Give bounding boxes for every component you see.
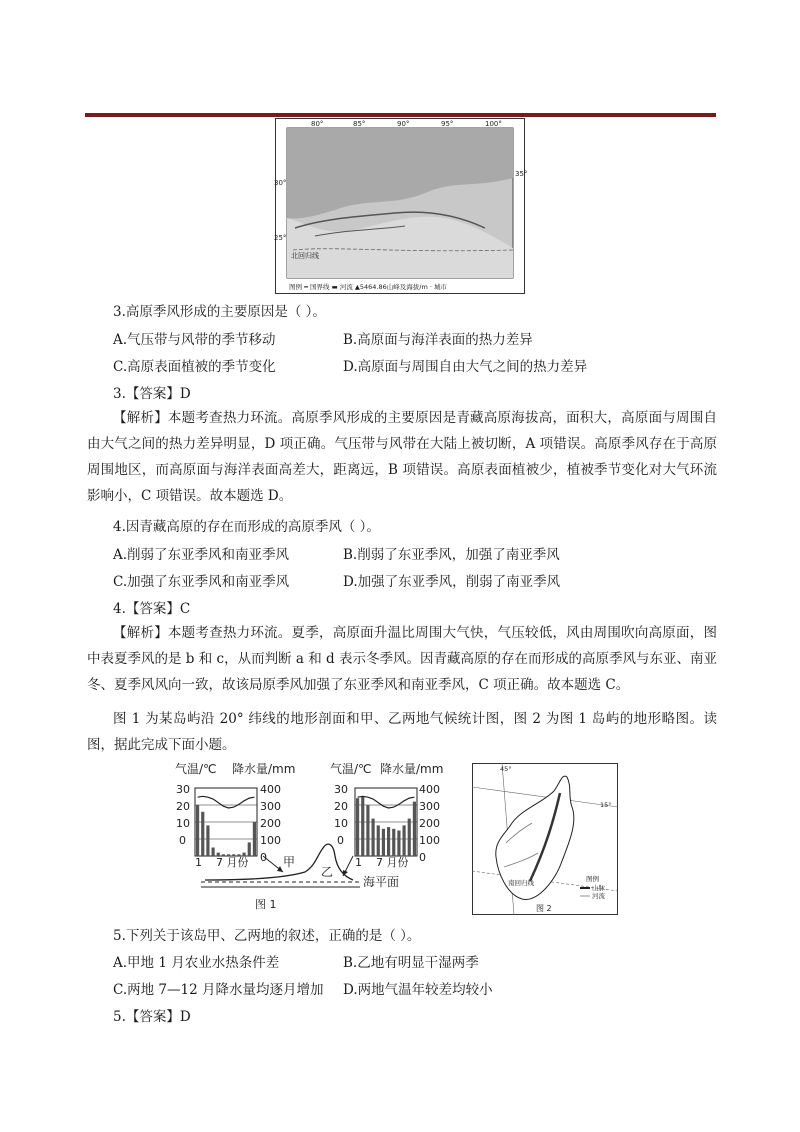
temp-tick-a-10: 10 bbox=[176, 817, 190, 830]
temp-tick-a-30: 30 bbox=[176, 783, 190, 796]
temp-tick-a-20: 20 bbox=[176, 800, 190, 813]
figure-2 bbox=[472, 763, 618, 915]
q3-option-b: B.高原面与海洋表面的热力差异 bbox=[343, 332, 533, 348]
q4-option-c: C.加强了东亚季风和南亚季风 bbox=[113, 574, 290, 590]
sea-level-label: 海平面 bbox=[363, 875, 400, 889]
rain-bar bbox=[413, 802, 416, 856]
map1-legend: 图例 ━ 国界线 ▬ 河流 ▲5464.86山峰及海拔/m · 城市 bbox=[289, 283, 447, 291]
q3-answer: 3.【答案】D bbox=[113, 386, 191, 402]
q3-question: 3.高原季风形成的主要原因是（ ）。 bbox=[113, 304, 326, 320]
q4-option-a: A.削弱了东亚季风和南亚季风 bbox=[113, 547, 290, 563]
rain-bar bbox=[361, 797, 364, 857]
q4-option-d: D.加强了东亚季风，削弱了南亚季风 bbox=[343, 574, 561, 590]
lat-label-30: 30° bbox=[274, 179, 287, 187]
q5-question: 5.下列关于该岛甲、乙两地的叙述，正确的是（ ）。 bbox=[113, 928, 421, 944]
temp-tick-b-30: 30 bbox=[334, 783, 348, 796]
q5-option-d: D.两地气温年较差均较小 bbox=[343, 982, 493, 998]
rain-bar bbox=[403, 825, 406, 856]
rain-tick-a-200: 200 bbox=[260, 817, 281, 830]
tropic-label: 北回归线 bbox=[291, 252, 319, 260]
temp-line bbox=[198, 796, 255, 808]
fig2-lat-label: 15° bbox=[600, 801, 612, 809]
temp-tick-a-0: 0 bbox=[179, 834, 186, 847]
q4-option-b: B.削弱了东亚季风，加强了南亚季风 bbox=[343, 547, 560, 563]
figure-1 bbox=[175, 760, 460, 912]
intro-text: 图 1 为某岛屿沿 20° 纬线的地形剖面和甲、乙两地气候统计图，图 2 为图 1 岛屿的地形略图。读图，据此完成下面小题。 bbox=[87, 711, 717, 753]
figure-2-caption: 图 2 bbox=[536, 904, 552, 913]
rain-bar bbox=[387, 827, 390, 856]
rain-bar bbox=[201, 812, 204, 856]
q4-answer: 4.【答案】C bbox=[113, 601, 191, 617]
q4-analysis: 【解析】本题考查热力环流。夏季，高原面升温比周围大气快，气压较低，风由周围吹向高原面，图中表夏季风的是 b 和 c，从而判断 a 和 d 表示冬季风。因青藏高原的存在而形成的高原季风与东亚、南亚冬、夏季风风向一致，故该局原季风加强了东亚季风和南亚季风，C 项正确。故本题选 C。 bbox=[87, 625, 717, 693]
rain-tick-b-0: 0 bbox=[419, 851, 426, 864]
q3-option-d: D.高原面与周围自由大气之间的热力差异 bbox=[343, 359, 588, 375]
fig2-legend-river: 河流 bbox=[592, 892, 605, 900]
temp-tick-b-20: 20 bbox=[334, 800, 348, 813]
q3-option-a: A.气压带与风带的季节移动 bbox=[113, 332, 276, 348]
q5-option-c: C.两地 7—12 月降水量均逐月增加 bbox=[113, 982, 324, 998]
rain-tick-a-300: 300 bbox=[260, 800, 281, 813]
climate-chart-a bbox=[195, 788, 257, 856]
rain-tick-b-300: 300 bbox=[419, 800, 440, 813]
q5-answer: 5.【答案】D bbox=[113, 1009, 191, 1025]
rain-bar bbox=[377, 825, 380, 856]
rain-bar bbox=[356, 798, 359, 856]
temp-axis-label-b: 气温/℃ bbox=[330, 762, 372, 776]
rain-tick-a-400: 400 bbox=[260, 783, 281, 796]
rain-tick-b-200: 200 bbox=[419, 817, 440, 830]
q5-option-a: A.甲地 1 月农业水热条件差 bbox=[113, 955, 280, 971]
rain-bar bbox=[196, 805, 199, 856]
rain-bar bbox=[392, 829, 395, 856]
rain-bar bbox=[382, 829, 385, 856]
rain-axis-label-a: 降水量/mm bbox=[232, 762, 296, 776]
rain-bar bbox=[366, 805, 369, 856]
place-label-b: 乙 bbox=[321, 865, 334, 879]
rain-bar bbox=[212, 848, 215, 857]
rain-bar bbox=[206, 825, 209, 856]
temp-tick-b-0: 0 bbox=[337, 834, 344, 847]
lon-label-100: 100° bbox=[485, 120, 502, 128]
rain-bar bbox=[253, 822, 256, 856]
rain-tick-a-0: 0 bbox=[260, 851, 267, 864]
q5-option-b: B.乙地有明显干湿两季 bbox=[343, 955, 479, 971]
lon-label-80: 80° bbox=[311, 120, 324, 128]
lon-label-85: 85° bbox=[353, 120, 366, 128]
lat-label-25: 25° bbox=[274, 234, 287, 242]
plateau-map bbox=[274, 118, 528, 294]
rain-bar bbox=[397, 831, 400, 857]
q3-analysis: 【解析】本题考查热力环流。高原季风形成的主要原因是青藏高原海拔高，面积大，高原面与周围自由大气之间的热力差异明显，D 项正确。气压带与风带在大陆上被切断，A 项错误。高原季风存在于高原周围地区，而高原面与海洋表面高差大，距离远，B 项错误。高原表面植被少，植被季节变化对大气环流影响小，C 项错误。故本题选 D。 bbox=[87, 410, 717, 504]
lon-label-95: 95° bbox=[441, 120, 454, 128]
temp-line bbox=[358, 796, 415, 808]
lon-label-90: 90° bbox=[397, 120, 410, 128]
rain-bar bbox=[248, 842, 251, 856]
rain-bar bbox=[372, 819, 375, 856]
fig2-legend-mountain: 山脉 bbox=[592, 884, 605, 892]
rain-axis-label-b: 降水量/mm bbox=[380, 762, 444, 776]
place-label-a: 甲 bbox=[283, 855, 296, 869]
month-axis-label-a: 1 7 月份 bbox=[195, 856, 249, 869]
month-axis-label-b: 1 7 月份 bbox=[355, 856, 409, 869]
fig2-lon-label: 45° bbox=[500, 765, 512, 773]
climate-chart-b bbox=[355, 788, 417, 856]
temp-tick-b-10: 10 bbox=[334, 817, 348, 830]
lat-label-35: 35° bbox=[515, 170, 528, 178]
rain-tick-a-100: 100 bbox=[260, 834, 281, 847]
header-rule bbox=[85, 113, 716, 117]
q3-option-c: C.高原表面植被的季节变化 bbox=[113, 359, 276, 375]
temp-axis-label-a: 气温/℃ bbox=[175, 762, 217, 776]
rain-tick-b-100: 100 bbox=[419, 834, 440, 847]
fig2-tropic-label: 南回归线 bbox=[508, 879, 534, 887]
fig2-legend-title: 图例 bbox=[586, 875, 599, 883]
q4-question: 4.因青藏高原的存在而形成的高原季风（ ）。 bbox=[113, 519, 380, 535]
rain-tick-b-400: 400 bbox=[419, 783, 440, 796]
figure-1-caption: 图 1 bbox=[255, 898, 277, 911]
rain-bar bbox=[408, 819, 411, 856]
